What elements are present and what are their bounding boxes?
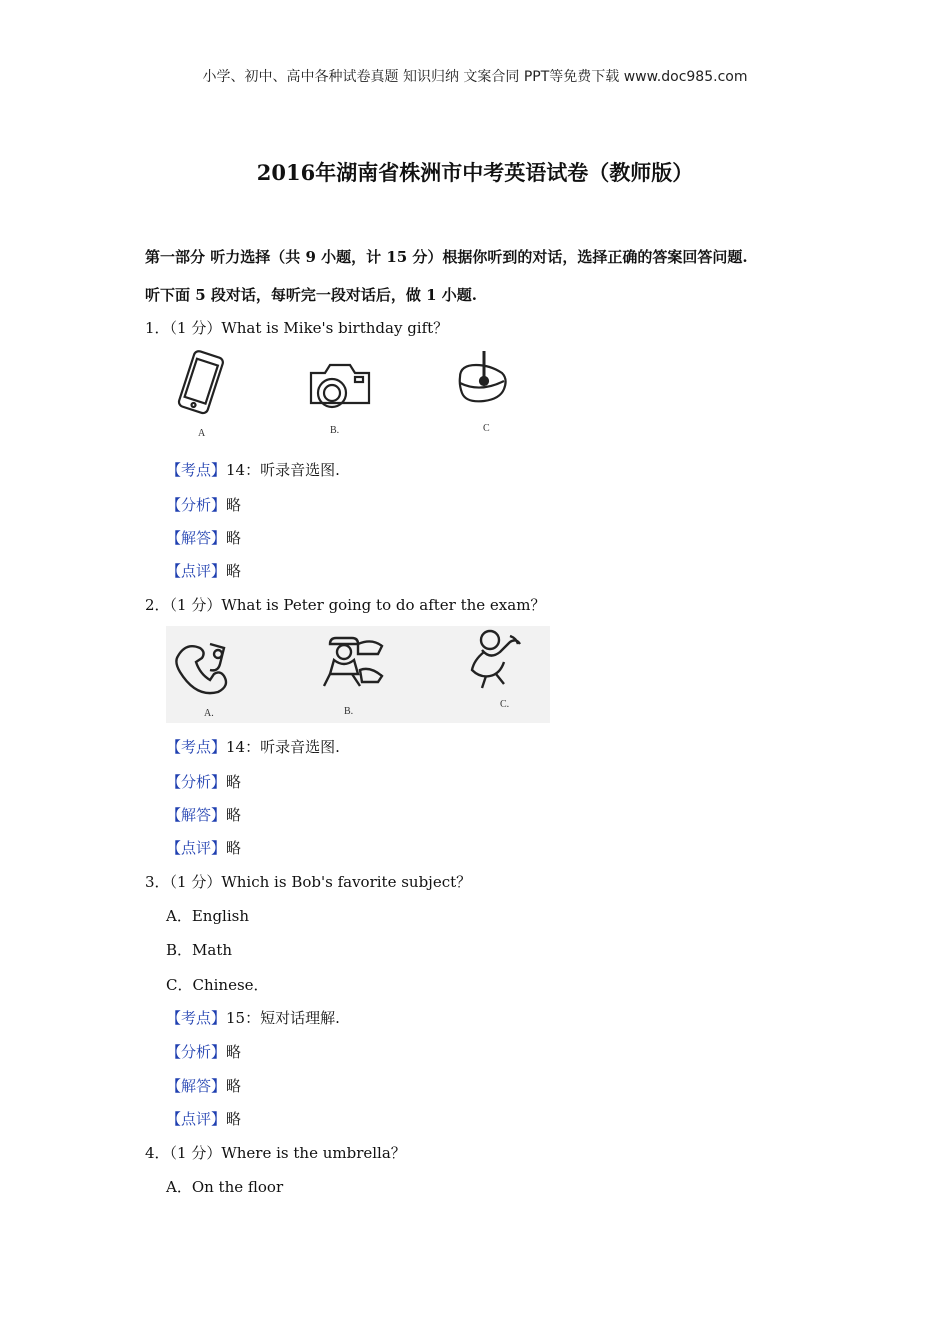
q2-fenxi: 【分析】略 xyxy=(166,773,242,791)
question-1-stem: 1．（1 分）What is Mike's birthday gift？ xyxy=(145,319,449,337)
dancing-icon xyxy=(464,626,530,692)
q1-fenxi: 【分析】略 xyxy=(166,496,242,514)
question-1-pictures xyxy=(165,345,545,440)
camping-icon xyxy=(318,630,392,694)
q2-dianping: 【点评】略 xyxy=(166,839,242,857)
option-a-label: A. xyxy=(204,708,214,719)
question-2-pictures xyxy=(166,626,550,723)
q3-jieda: 【解答】略 xyxy=(166,1077,242,1095)
page-title: 2016年湖南省株洲市中考英语试卷（教师版） xyxy=(256,160,694,185)
option-c-label: C xyxy=(483,423,490,434)
option-c-label: C. xyxy=(500,699,510,710)
phone-call-icon xyxy=(170,636,240,698)
q2-jieda: 【解答】略 xyxy=(166,806,242,824)
question-3-option-b: B．Math xyxy=(166,941,233,959)
option-b-label: B. xyxy=(330,425,340,436)
q2-kaodian: 【考点】14：听录音选图. xyxy=(166,738,340,756)
option-a-label: A xyxy=(198,428,206,439)
q3-kaodian: 【考点】15：短对话理解. xyxy=(166,1009,340,1027)
question-4-option-a: A．On the floor xyxy=(166,1178,284,1196)
q1-kaodian: 【考点】14：听录音选图. xyxy=(166,461,340,479)
smartphone-icon xyxy=(165,345,235,425)
section-subinstruction: 听下面 5 段对话，每听完一段对话后，做 1 小题. xyxy=(145,286,477,304)
guitar-icon xyxy=(450,347,520,417)
question-3-option-a: A．English xyxy=(166,907,249,925)
question-4-stem: 4．（1 分）Where is the umbrella？ xyxy=(145,1144,406,1162)
page-header: 小学、初中、高中各种试卷真题 知识归纳 文案合同 PPT等免费下载 www.doc985.com xyxy=(202,69,748,85)
question-3-stem: 3．（1 分）Which is Bob's favorite subject？ xyxy=(145,873,472,891)
option-b-label: B. xyxy=(344,706,354,717)
section-instruction: 第一部分 听力选择（共 9 小题，计 15 分）根据你听到的对话，选择正确的答案回答问题. xyxy=(145,248,748,266)
q1-dianping: 【点评】略 xyxy=(166,562,242,580)
question-3-option-c: C．Chinese． xyxy=(166,976,269,994)
q1-jieda: 【解答】略 xyxy=(166,529,242,547)
question-2-stem: 2．（1 分）What is Peter going to do after the exam？ xyxy=(145,596,546,614)
camera-icon xyxy=(305,353,375,415)
q3-fenxi: 【分析】略 xyxy=(166,1043,242,1061)
q3-dianping: 【点评】略 xyxy=(166,1110,242,1128)
